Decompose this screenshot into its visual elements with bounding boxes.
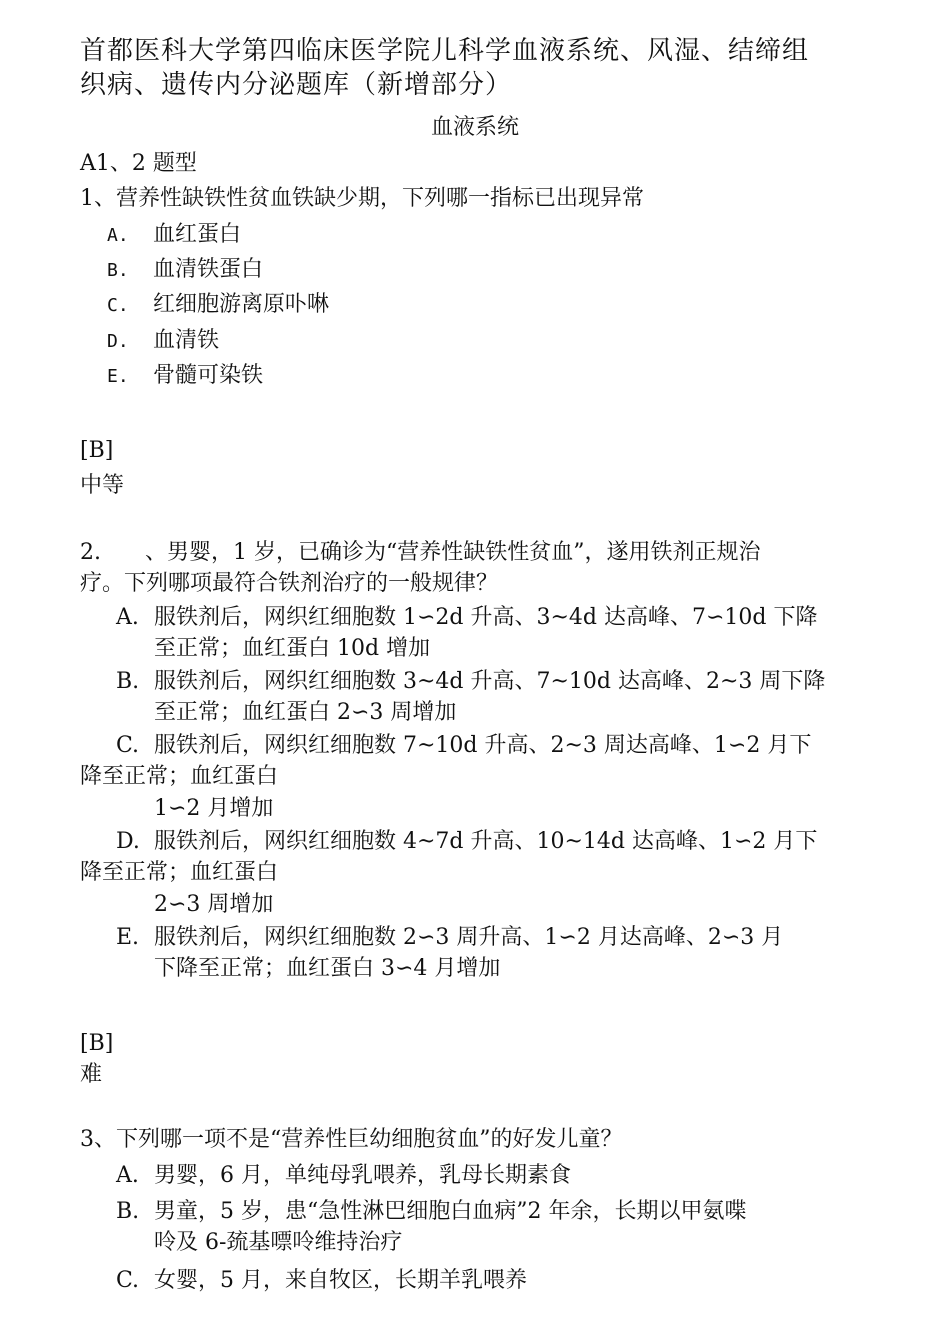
option-letter: C. xyxy=(107,295,129,316)
question-1-stem: 1、营养性缺铁性贫血铁缺少期，下列哪一指标已出现异常 xyxy=(80,186,644,211)
question-2-answer: [B] xyxy=(80,1031,114,1056)
question-2-stem-line-2: 疗。下列哪项最符合铁剂治疗的一般规律？ xyxy=(80,571,499,596)
option-text: 服铁剂后，网织红细胞数 2∽3 周升高、1∽2 月达高峰、2∽3 月 xyxy=(154,925,784,950)
option-text: 女婴，5 月，来自牧区，长期羊乳喂养 xyxy=(154,1268,527,1293)
question-1-option-e xyxy=(107,361,263,392)
option-letter: C. xyxy=(116,1268,140,1293)
option-letter: B. xyxy=(116,669,140,694)
question-2-option-b xyxy=(116,667,825,697)
question-3-stem: 3、下列哪一项不是“营养性巨幼细胞贫血”的好发儿童？ xyxy=(80,1127,623,1152)
question-2-option-d-continued: 降至正常；血红蛋白 xyxy=(80,860,279,885)
question-2-option-b-continued: 至正常；血红蛋白 2∽3 周增加 xyxy=(154,700,457,725)
question-3-option-a xyxy=(116,1161,571,1191)
title-line-2: 织病、遗传内分泌题库（新增部分） xyxy=(80,70,513,100)
question-3-option-b-continued: 呤及 6-巯基嘌呤维持治疗 xyxy=(154,1230,403,1255)
option-text: 红细胞游离原卟啉 xyxy=(153,292,330,317)
option-letter: E. xyxy=(107,366,129,387)
option-letter: C. xyxy=(116,733,140,758)
option-letter: B. xyxy=(116,1199,140,1224)
question-2-stem-line-1: 2. 、男婴，1 岁，已确诊为“营养性缺铁性贫血”，遂用铁剂正规治 xyxy=(80,540,761,565)
option-letter: A. xyxy=(116,605,139,630)
title-line-1: 首都医科大学第四临床医学院儿科学血液系统、风湿、结缔组 xyxy=(80,36,810,66)
question-type-label: A1、2 题型 xyxy=(80,151,197,176)
option-text: 血清铁 xyxy=(153,328,220,353)
question-1-option-c xyxy=(107,290,329,321)
document-title xyxy=(80,34,880,102)
question-2-option-c-continued-2: 1∽2 月增加 xyxy=(154,796,274,821)
option-letter: D. xyxy=(107,331,129,352)
option-letter: B. xyxy=(107,260,129,281)
question-2-difficulty: 难 xyxy=(80,1062,103,1087)
question-2-option-d xyxy=(116,827,817,857)
question-1-difficulty: 中等 xyxy=(80,473,125,498)
option-text: 服铁剂后，网织红细胞数 3~4d 升高、7~10d 达高峰、2~3 周下降 xyxy=(154,669,826,694)
option-text: 男婴，6 月，单纯母乳喂养，乳母长期素食 xyxy=(154,1163,571,1188)
option-text: 服铁剂后，网织红细胞数 4~7d 升高、10~14d 达高峰、1∽2 月下 xyxy=(154,829,818,854)
question-1-answer: [B] xyxy=(80,438,114,463)
option-text: 男童，5 岁，患“急性淋巴细胞白血病”2 年余，长期以甲氨喋 xyxy=(154,1199,747,1224)
section-heading: 血液系统 xyxy=(430,115,519,140)
question-1-option-b xyxy=(107,255,263,286)
question-2-option-d-continued-2: 2∽3 周增加 xyxy=(154,892,274,917)
question-2-option-a-continued: 至正常；血红蛋白 10d 增加 xyxy=(154,636,431,661)
question-2-option-c-continued: 降至正常；血红蛋白 xyxy=(80,764,279,789)
option-text: 骨髓可染铁 xyxy=(153,363,264,388)
option-letter: D. xyxy=(116,829,140,854)
question-3-option-c xyxy=(116,1266,527,1296)
question-2-option-c xyxy=(116,731,811,761)
option-text: 服铁剂后，网织红细胞数 1∽2d 升高、3~4d 达高峰、7∽10d 下降 xyxy=(154,605,818,630)
option-text: 血清铁蛋白 xyxy=(153,257,264,282)
option-text: 血红蛋白 xyxy=(153,222,242,247)
option-letter: E. xyxy=(116,925,140,950)
question-1-option-d xyxy=(107,326,219,357)
option-text: 服铁剂后，网织红细胞数 7~10d 升高、2~3 周达高峰、1∽2 月下 xyxy=(154,733,812,758)
question-2-option-e-continued: 下降至正常；血红蛋白 3∽4 月增加 xyxy=(154,956,501,981)
question-3-option-b xyxy=(116,1197,746,1227)
question-2-option-e xyxy=(116,923,783,953)
option-letter: A. xyxy=(107,225,129,246)
option-letter: A. xyxy=(116,1163,139,1188)
question-1-option-a xyxy=(107,220,241,251)
question-2-option-a xyxy=(116,603,818,633)
